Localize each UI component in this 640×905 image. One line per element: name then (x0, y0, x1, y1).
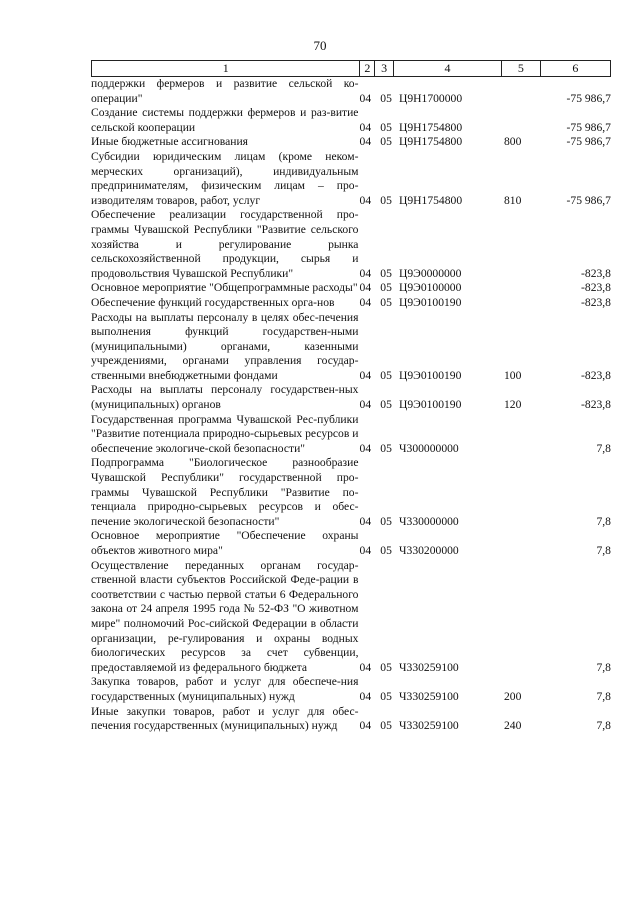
table-row (91, 77, 611, 106)
row-section: 04 (359, 135, 372, 149)
row-name: Подпрограмма "Биологическое разнообразие Чувашской Республики" государственной про-граммы Чувашской Республики "Развитие по-тенциала природно-сырьевых ресурсов и обес-печение экологической безопасности" (91, 456, 359, 528)
row-section: 04 (359, 120, 372, 134)
row-expense-type: 810 (504, 193, 522, 207)
row-target-code: Ч330259100 (399, 660, 459, 674)
row-subsection: 05 (380, 441, 392, 455)
row-target-code: Ч330259100 (399, 689, 459, 703)
row-section: 04 (359, 266, 372, 280)
row-name: Обеспечение функций государственных орга-нов (91, 295, 335, 309)
table-row (91, 106, 611, 135)
header-col-2: 2 (360, 61, 375, 76)
row-subsection: 05 (380, 660, 392, 674)
row-target-code: Ц9Э0000000 (399, 266, 462, 280)
row-section: 04 (359, 514, 372, 528)
row-target-code: Ч330259100 (399, 719, 459, 733)
row-subsection: 05 (380, 514, 392, 528)
row-amount: 7,8 (596, 660, 611, 674)
row-expense-type: 200 (504, 689, 522, 703)
table-row (91, 675, 611, 704)
row-target-code: Ц9Э0100190 (399, 368, 462, 382)
table-row (91, 296, 611, 311)
row-name: Иные бюджетные ассигнования (91, 135, 248, 149)
row-amount: 7,8 (596, 441, 611, 455)
row-name: Субсидии юридическим лицам (кроме неком-мерческих организаций), индивидуальным предпринимателям, физическим лицам – про-изводителям товаров, работ, услуг (91, 149, 359, 207)
row-expense-type: 120 (504, 398, 522, 412)
row-subsection: 05 (380, 719, 392, 733)
row-section: 04 (359, 660, 372, 674)
row-subsection: 05 (380, 266, 392, 280)
row-subsection: 05 (380, 135, 392, 149)
row-subsection: 05 (380, 120, 392, 134)
table-header (91, 60, 611, 77)
row-name: Расходы на выплаты персоналу государствен-ных (муниципальных) органов (91, 383, 359, 412)
row-subsection: 05 (380, 398, 392, 412)
row-target-code: Ц9Н1754800 (399, 120, 463, 134)
table-row (91, 413, 611, 457)
table-row (91, 311, 611, 384)
row-name: Обеспечение реализации государственной про-граммы Чувашской Республики "Развитие сельского хозяйства и регулирование рынка сельскохозяйственной продукции, сырья и продовольствия Чувашской Республики" (91, 208, 359, 280)
row-subsection: 05 (380, 689, 392, 703)
row-amount: -75 986,7 (566, 193, 611, 207)
row-target-code: Ч330000000 (399, 514, 459, 528)
row-name: Основное мероприятие "Обеспечение охраны объектов животного мира" (91, 529, 359, 557)
row-section: 04 (359, 295, 372, 309)
table-row (91, 135, 611, 150)
row-amount: -823,8 (581, 281, 611, 295)
table-row (91, 529, 611, 558)
row-name: Закупка товаров, работ и услуг для обеспече-ния государственных (муниципальных) нужд (91, 675, 359, 703)
row-amount: 7,8 (596, 544, 611, 557)
row-amount: -823,8 (581, 368, 611, 382)
row-amount: -823,8 (581, 295, 611, 309)
row-name: Основное мероприятие "Общепрограммные расходы" (91, 281, 358, 295)
row-target-code: Ц9Н1700000 (399, 91, 463, 105)
budget-table (91, 60, 611, 734)
row-target-code: Ц9Н1754800 (399, 193, 463, 207)
row-expense-type: 800 (504, 135, 522, 149)
row-amount: 7,8 (596, 514, 611, 528)
row-section: 04 (359, 719, 372, 733)
row-section: 04 (359, 91, 372, 105)
row-section: 04 (359, 398, 372, 412)
row-section: 04 (359, 368, 372, 382)
header-col-3: 3 (375, 61, 394, 76)
header-col-5: 5 (502, 61, 541, 76)
row-amount: -75 986,7 (566, 135, 611, 149)
row-subsection: 05 (380, 295, 392, 309)
table-body (91, 77, 611, 734)
header-col-1: 1 (92, 61, 360, 76)
row-name: Создание системы поддержки фермеров и раз-витие сельской кооперации (91, 106, 359, 134)
row-target-code: Ц9Э0100000 (399, 281, 462, 295)
row-amount: 7,8 (596, 719, 611, 733)
row-section: 04 (359, 441, 372, 455)
table-row (91, 456, 611, 529)
row-target-code: Ц9Э0100190 (399, 295, 462, 309)
row-subsection: 05 (380, 91, 392, 105)
row-section: 04 (359, 689, 372, 703)
row-amount: -75 986,7 (566, 120, 611, 134)
row-section: 04 (359, 544, 372, 557)
row-target-code: Ч300000000 (399, 441, 459, 455)
table-row (91, 150, 611, 208)
table-row (91, 705, 611, 734)
table-row (91, 559, 611, 676)
row-name: Расходы на выплаты персоналу в целях обес-печения выполнения функций государствен-ными (муниципальными) органами, казенными учреждениями, органами управления государ-ственными внебюджетными фондами (91, 310, 359, 382)
row-amount: -75 986,7 (566, 91, 611, 105)
row-target-code: Ц9Н1754800 (399, 135, 463, 149)
row-amount: 7,8 (596, 689, 611, 703)
row-subsection: 05 (380, 193, 392, 207)
header-col-4: 4 (394, 61, 502, 76)
row-amount: -823,8 (581, 398, 611, 412)
table-row (91, 208, 611, 281)
row-section: 04 (359, 281, 372, 295)
row-section: 04 (359, 193, 372, 207)
row-expense-type: 240 (504, 719, 522, 733)
row-subsection: 05 (380, 544, 392, 557)
row-target-code: Ч330200000 (399, 544, 459, 557)
row-expense-type: 100 (504, 368, 522, 382)
row-name: Осуществление переданных органам государ-ственной власти субъектов Российской Феде-рации в соответствии с частью первой статьи 6 Федерального закона от 24 апреля 1995 года № 52-ФЗ "О животном мире" полномочий Рос-сийской Федерации в области организации, ре-гулирования и охраны водных биологических ресурсов за счет субвенции, предоставляемой из федерального бюджета (91, 558, 359, 674)
row-subsection: 05 (380, 281, 392, 295)
row-name: Иные закупки товаров, работ и услуг для обес-печения государственных (муниципальных) нужд (91, 704, 359, 733)
row-amount: -823,8 (581, 266, 611, 280)
header-col-6: 6 (572, 61, 579, 75)
row-subsection: 05 (380, 368, 392, 382)
table-row (91, 281, 611, 296)
table-row (91, 383, 611, 412)
row-target-code: Ц9Э0100190 (399, 398, 462, 412)
row-name: Государственная программа Чувашской Рес-публики "Развитие потенциала природно-сырьевых ресурсов и обеспечение экологиче-ской безопасности" (91, 412, 359, 455)
row-name: поддержки фермеров и развитие сельской ко-операции" (91, 77, 359, 105)
page-number: 70 (313, 38, 327, 53)
